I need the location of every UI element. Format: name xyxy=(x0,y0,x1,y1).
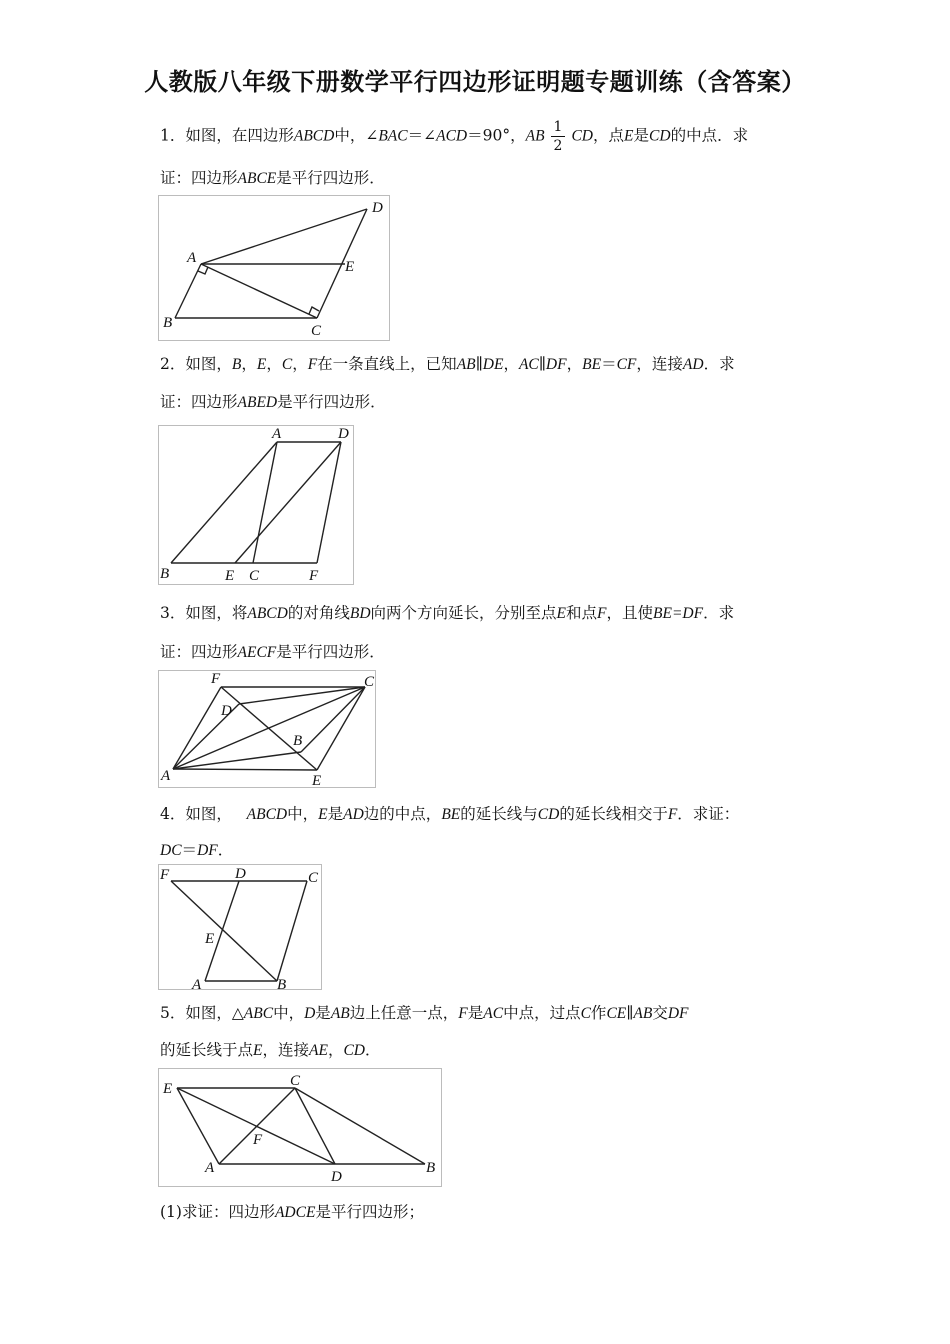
figure-3 xyxy=(158,670,376,788)
label-D: D xyxy=(331,1169,342,1185)
label-C: C xyxy=(249,568,260,584)
label-B: B xyxy=(293,733,303,749)
problem-3-line-2: 证：四边形AECF是平行四边形． xyxy=(160,643,385,661)
segment-AB xyxy=(175,264,201,318)
segment-AC xyxy=(219,1088,295,1164)
segment-AC xyxy=(201,264,317,318)
label-D: D xyxy=(372,200,383,216)
label-E: E xyxy=(345,259,355,275)
label-F: F xyxy=(309,568,319,584)
figure-1 xyxy=(158,195,390,341)
problem-3-line-1: 3．如图，将ABCD的对角线BD向两个方向延长，分别至点E和点F，且使BE=DF．求 xyxy=(160,604,735,622)
page-title: 人教版八年级下册数学平行四边形证明题专题训练（含答案） xyxy=(144,68,806,96)
segment-CB xyxy=(277,881,307,981)
label-B: B xyxy=(163,315,173,331)
label-B: B xyxy=(426,1160,436,1176)
label-D: D xyxy=(235,866,246,882)
label-F: F xyxy=(160,867,170,883)
label-B: B xyxy=(160,566,170,582)
label-A: A xyxy=(272,426,282,442)
segment-AD xyxy=(201,209,367,264)
label-E: E xyxy=(205,931,215,947)
problem-4-line-1: 4．如图， ABCD中，E是AD边的中点，BE的延长线与CD的延长线相交于F．求证： xyxy=(160,805,740,823)
label-F: F xyxy=(253,1132,263,1148)
label-C: C xyxy=(308,870,319,886)
segment-EA xyxy=(177,1088,219,1164)
label-A: A xyxy=(205,1160,215,1176)
label-C: C xyxy=(290,1073,301,1089)
fraction-one-half: $\frac{1}{2}$ xyxy=(551,118,566,155)
label-B: B xyxy=(277,977,287,989)
label-D: D xyxy=(338,426,349,442)
label-E: E xyxy=(225,568,235,584)
label-A: A xyxy=(192,977,202,989)
problem-5-line-1: 5．如图，△ABC中，D是AB边上任意一点，F是AC中点，过点C作CE∥AB交DF xyxy=(160,1004,689,1022)
figure-5 xyxy=(158,1068,442,1187)
segment-DE xyxy=(235,442,341,563)
label-A: A xyxy=(161,768,171,784)
label-A: A xyxy=(187,250,197,266)
label-E: E xyxy=(163,1081,173,1097)
problem-1-line-2: 证：四边形ABCE是平行四边形． xyxy=(160,169,385,187)
label-C: C xyxy=(311,323,322,339)
figure-4 xyxy=(158,864,322,990)
problem-5-subquestion-1: (1)求证：四边形ADCE是平行四边形； xyxy=(160,1203,424,1221)
figure-2 xyxy=(158,425,354,585)
problem-4-line-2: DC＝DF． xyxy=(160,841,234,859)
problem-5-line-2: 的延长线于点E，连接AE，CD． xyxy=(160,1041,381,1059)
segment-AB xyxy=(171,442,277,563)
segment-AE xyxy=(173,769,317,770)
segment-DF xyxy=(317,442,341,563)
problem-1-line-1: 1．如图，在四边形ABCD中，∠BAC＝∠ACD＝90°，AB $\frac{1}{2}$ CD，点E是CD的中点．求 xyxy=(160,119,749,154)
label-E: E xyxy=(312,773,322,787)
label-D: D xyxy=(221,703,232,719)
segment-FB xyxy=(171,881,277,981)
problem-2-line-1: 2．如图，B，E，C，F在一条直线上，已知AB∥DE，AC∥DF，BE＝CF，连接AD．求 xyxy=(160,355,735,373)
label-C: C xyxy=(364,674,375,690)
segment-AC xyxy=(253,442,277,563)
segment-ED xyxy=(177,1088,335,1164)
problem-2-line-2: 证：四边形ABED是平行四边形． xyxy=(160,393,386,411)
label-F: F xyxy=(211,671,221,687)
right-angle-mark-C xyxy=(309,307,319,314)
